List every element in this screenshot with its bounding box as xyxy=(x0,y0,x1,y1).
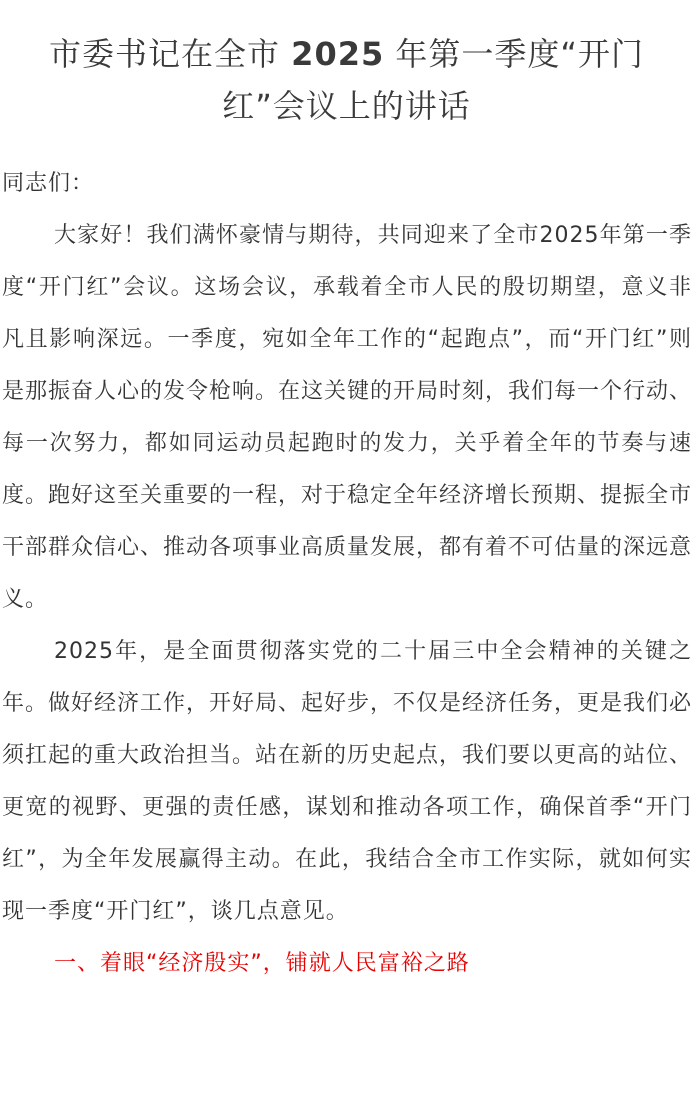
title-prefix: 市委书记在全市 xyxy=(48,35,280,73)
article-title xyxy=(10,28,683,132)
article-body xyxy=(2,158,692,990)
salutation: 同志们： xyxy=(2,171,95,196)
title-suffix: 年第一季度“开门红”会议上的讲话 xyxy=(222,35,644,125)
title-year: 2025 xyxy=(291,35,385,73)
paragraph-2: 2025年，是全面贯彻落实党的二十届三中全会精神的关键之年。做好经济工作，开好局、起好步，不仅是经济任务，更是我们必须扛起的重大政治担当。站在新的历史起点，我们要以更高的站位、更宽的视野、更强的责任感，谋划和推动各项工作，确保首季“开门红”，为全年发展赢得主动。在此，我结合全市工作实际，就如何实现一季度“开门红”，谈几点意见。 xyxy=(2,639,693,924)
section-heading: 一、着眼“经济殷实”，铺就人民富裕之路 xyxy=(54,951,470,976)
paragraph-1: 大家好！我们满怀豪情与期待，共同迎来了全市2025年第一季度“开门红”会议。这场会议，承载着全市人民的殷切期望，意义非凡且影响深远。一季度，宛如全年工作的“起跑点”，而“开门红”则是那振奋人心的发令枪响。在这关键的开局时刻，我们每一个行动、每一次努力，都如同运动员起跑时的发力，关乎着全年的节奏与速度。跑好这至关重要的一程，对于稳定全年经济增长预期、提振全市干部群众信心、推动各项事业高质量发展，都有着不可估量的深远意义。 xyxy=(2,223,693,612)
